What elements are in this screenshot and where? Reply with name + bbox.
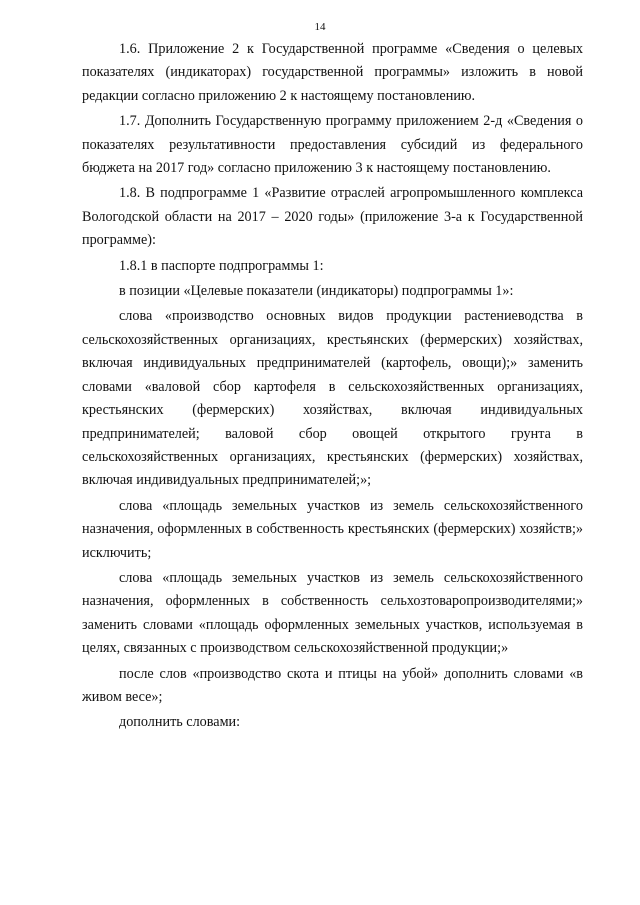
page-number: 14 (314, 21, 326, 33)
paragraph-livestock: после слов «производство скота и птицы на убой» дополнить словами «в живом весе»; (82, 665, 583, 705)
paragraph-land-area-exclude: слова «площадь земельных участков из земель сельскохозяйственного назначения, оформленных в собственность крестьянских (фермерских) хозяйств;» исключить; (82, 497, 583, 561)
paragraph-crop-production: слова «производство основных видов продукции растениеводства в сельскохозяйственных организациях, крестьянских (фермерских) хозяйствах, включая индивидуальных предпринимателей (картофель, овощи);» заменить словами «валовой сбор картофеля в сельскохозяйственных организациях, крестьянских (фермерских) хозяйствах, включая индивидуальных предпринимателей; валовой сбор овощей открытого грунта в сельскохозяйственных организациях, крестьянских (фермерских) хозяйствах, включая индивидуальных предпринимателей;»; (82, 308, 583, 489)
paragraph-supplement: дополнить словами: (119, 714, 241, 731)
paragraph-1-7: 1.7. Дополнить Государственную программу приложением 2-д «Сведения о показателях результативности предоставления субсидий из федерального бюджета на 2017 год» согласно приложению 3 к настоящему постановлению. (82, 113, 583, 177)
paragraph-target-indicators: в позиции «Целевые показатели (индикаторы) подпрограммы 1»: (119, 283, 514, 300)
paragraph-1-8: 1.8. В подпрограмме 1 «Развитие отраслей агропромышленного комплекса Вологодской области на 2017 – 2020 годы» (приложение 3-а к Государственной программе): (82, 185, 583, 249)
paragraph-1-6: 1.6. Приложение 2 к Государственной программе «Сведения о целевых показателях (индикаторах) государственной программы» изложить в новой редакции согласно приложению 2 к настоящему постановлению. (82, 41, 583, 104)
paragraph-land-area-replace: слова «площадь земельных участков из земель сельскохозяйственного назначения, оформленных в собственность сельхозтоваропроизводителями;» заменить словами «площадь оформленных земельных участков, используемая в целях, связанных с производством сельскохозяйственной продукции;» (82, 569, 583, 657)
document-body (82, 38, 583, 737)
paragraph-1-8-1: 1.8.1 в паспорте подпрограммы 1: (119, 257, 324, 274)
